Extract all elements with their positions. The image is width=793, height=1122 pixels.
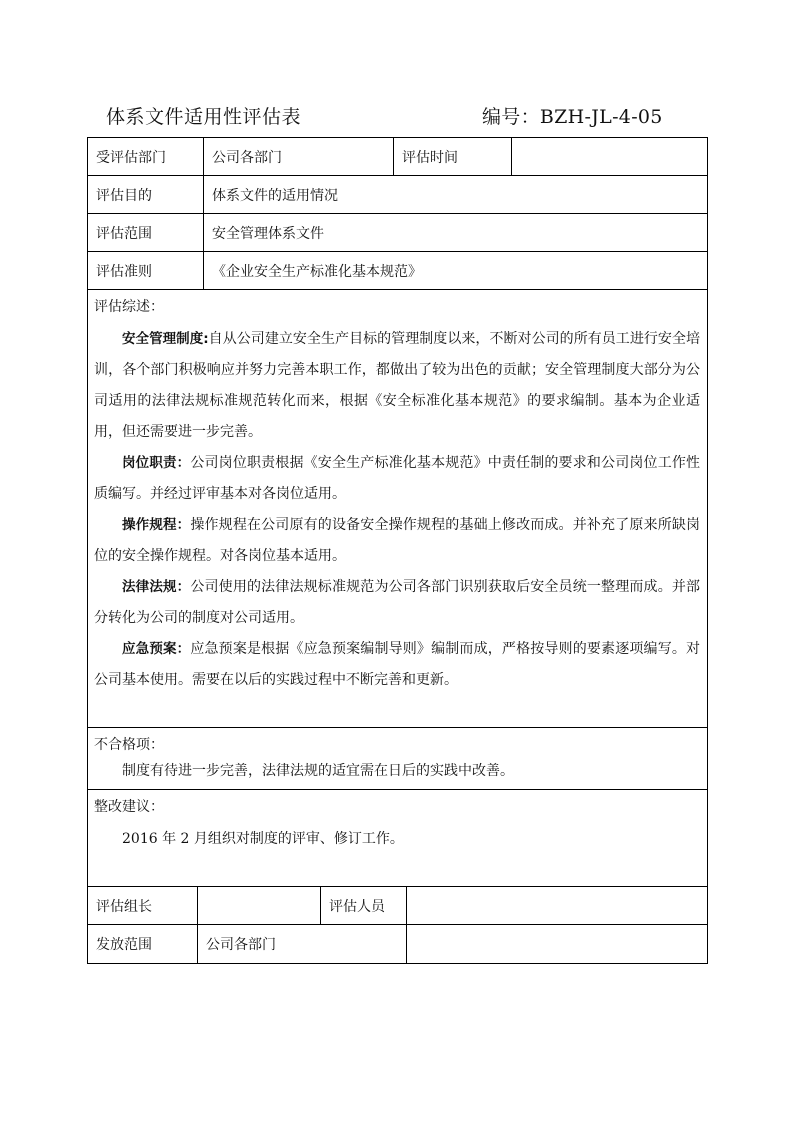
rectification-label: 整改建议：	[94, 799, 164, 815]
staff-value	[407, 887, 707, 924]
row-criteria	[88, 252, 707, 290]
row-department	[88, 138, 707, 176]
distribution-value: 公司各部门	[198, 925, 407, 963]
row-distribution	[88, 925, 707, 963]
row-rectification	[88, 790, 707, 887]
summary-item-job-responsibilities: 岗位职责：公司岗位职责根据《安全生产标准化基本规范》中责任制的要求和公司岗位工作性质编写。并经过评审基本对各岗位适用。	[94, 455, 701, 502]
distribution-label: 发放范围	[88, 925, 198, 963]
row-nonconformity	[88, 728, 707, 790]
nonconformity-block	[88, 728, 707, 789]
summary-label: 评估综述：	[94, 299, 164, 315]
document-number: 编号：BZH-JL-4-05	[482, 106, 663, 128]
summary-item-management-system: 安全管理制度:自从公司建立安全生产目标的管理制度以来，不断对公司的所有员工进行安全培训，各个部门积极响应并努力完善本职工作，都做出了较为出色的贡献；安全管理制度大部分为公司适用的法律法规标准规范转化而来，根据《安全标准化基本规范》的要求编制。基本为企业适用，但还需要进一步完善。	[94, 331, 700, 440]
assessment-table	[87, 137, 708, 964]
dept-label: 受评估部门	[88, 138, 204, 175]
summary-item-laws-regulations: 法律法规：公司使用的法律法规标准规范为公司各部门识别获取后安全员统一整理而成。并部分转化为公司的制度对公司适用。	[94, 579, 701, 626]
row-scope	[88, 214, 707, 252]
time-label: 评估时间	[394, 138, 512, 175]
leader-label: 评估组长	[88, 887, 198, 924]
nonconformity-text: 制度有待进一步完善，法律法规的适宜需在日后的实践中改善。	[122, 763, 514, 779]
staff-label: 评估人员	[321, 887, 407, 924]
summary-item-operating-procedures: 操作规程：操作规程在公司原有的设备安全操作规程的基础上修改而成。并补充了原来所缺岗位的安全操作规程。对各岗位基本适用。	[94, 517, 701, 564]
rectification-text: 2016 年 2 月组织对制度的评审、修订工作。	[122, 831, 404, 847]
summary-block	[88, 290, 707, 727]
distribution-extra	[407, 925, 707, 963]
row-purpose	[88, 176, 707, 214]
summary-item-emergency-plan: 应急预案：应急预案是根据《应急预案编制导则》编制而成，严格按导则的要素逐项编写。对公司基本使用。需要在以后的实践过程中不断完善和更新。	[94, 641, 701, 688]
leader-value	[198, 887, 321, 924]
purpose-label: 评估目的	[88, 176, 204, 213]
criteria-label: 评估准则	[88, 252, 204, 289]
row-assessors	[88, 887, 707, 925]
row-summary	[88, 290, 707, 728]
nonconformity-label: 不合格项：	[94, 737, 164, 753]
form-title: 体系文件适用性评估表	[106, 106, 302, 128]
dept-value: 公司各部门	[204, 138, 394, 175]
time-value	[512, 138, 707, 175]
rectification-block	[88, 790, 707, 886]
criteria-value: 《企业安全生产标准化基本规范》	[212, 263, 422, 280]
scope-value: 安全管理体系文件	[212, 225, 324, 242]
purpose-value: 体系文件的适用情况	[212, 187, 338, 204]
scope-label: 评估范围	[88, 214, 204, 251]
